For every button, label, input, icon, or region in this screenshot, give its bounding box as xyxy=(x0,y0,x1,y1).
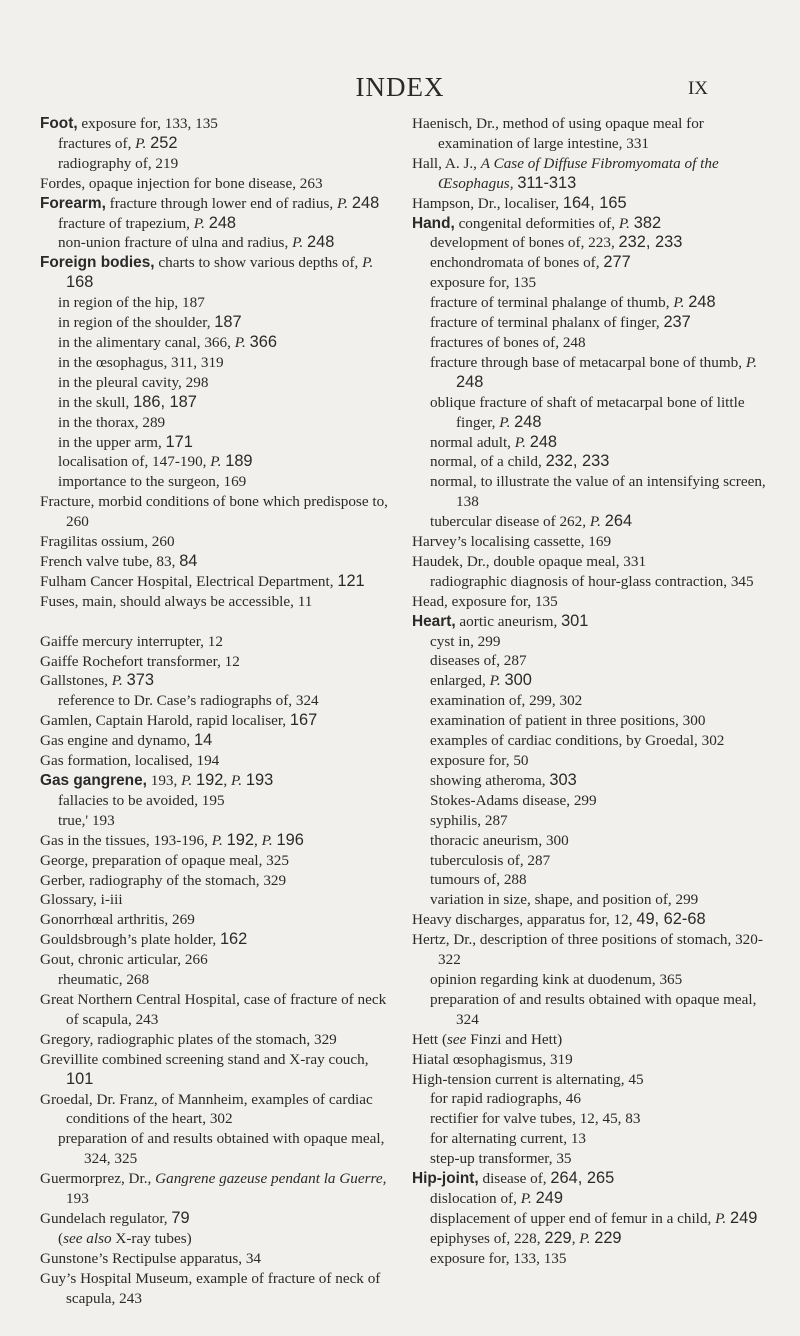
index-subentry xyxy=(412,791,769,811)
entry-text: for rapid radiographs, 46 xyxy=(430,1090,581,1108)
entry-text: step-up transformer, 35 xyxy=(430,1150,572,1168)
entry-text: disease of, xyxy=(478,1170,551,1188)
index-entry xyxy=(40,950,395,970)
entry-text: Hiatal œsophagismus, 319 xyxy=(412,1050,573,1068)
entry-text: Groedal, Dr. Franz, of Mannheim, examples of cardiac conditions of the heart, 302 xyxy=(40,1090,373,1128)
entry-text: fractures of, xyxy=(58,134,136,152)
italic-text: P. xyxy=(499,413,511,431)
entry-text: Gonorrhœal arthritis, 269 xyxy=(40,911,195,929)
entry-text: Gaiffe Rochefort transformer, 12 xyxy=(40,652,240,670)
index-entry xyxy=(40,890,395,910)
entry-text: Harvey’s localising cassette, 169 xyxy=(412,533,612,551)
italic-text: P. xyxy=(618,214,630,232)
page-reference: 49, 62-68 xyxy=(636,910,706,929)
page-reference: 232, 233 xyxy=(545,452,610,471)
index-entry xyxy=(40,632,395,652)
entry-text: Gregory, radiographic plates of the stomach, 329 xyxy=(40,1030,337,1048)
entry-text: in region of the hip, 187 xyxy=(58,294,205,312)
page-reference: 373 xyxy=(126,671,154,690)
entry-text: Gamlen, Captain Harold, rapid localiser, xyxy=(40,712,290,730)
index-entry xyxy=(40,1269,395,1309)
entry-text: enchondromata of bones of, xyxy=(430,254,604,272)
entry-text: preparation of and results obtained with opaque meal, 324 xyxy=(430,990,757,1028)
index-entry xyxy=(412,592,769,612)
entry-text: Gout, chronic articular, 266 xyxy=(40,951,208,969)
index-subentry xyxy=(40,433,395,453)
index-subentry xyxy=(40,393,395,413)
page-reference: 248 xyxy=(208,213,237,232)
page-reference: 162 xyxy=(219,930,248,949)
page-reference: 264, 265 xyxy=(550,1169,615,1188)
entry-text: , xyxy=(571,1229,580,1247)
page-reference: 300 xyxy=(504,671,532,690)
index-entry xyxy=(412,1030,769,1050)
italic-text: P. xyxy=(514,433,526,451)
index-subentry xyxy=(412,1129,769,1149)
index-subentry xyxy=(412,313,769,333)
italic-text: A Case of Diffuse Fibromyomata of the Œsophagus, xyxy=(438,154,719,192)
entry-text: opinion regarding kink at duodenum, 365 xyxy=(430,970,683,988)
italic-text: P. xyxy=(520,1189,532,1207)
index-entry xyxy=(40,711,395,731)
index-subentry xyxy=(412,1249,769,1269)
entry-text: Gas in the tissues, 193-196, xyxy=(40,831,212,849)
page-reference: 248 xyxy=(514,412,542,431)
page-reference: 167 xyxy=(289,711,318,730)
entry-text: exposure for, 133, 135 xyxy=(430,1249,567,1267)
entry-text: reference to Dr. Case’s radiographs of, 324 xyxy=(58,692,319,710)
index-entry xyxy=(40,1050,395,1090)
index-subentry xyxy=(412,632,769,652)
italic-text: P. xyxy=(489,672,501,690)
index-subentry xyxy=(412,851,769,871)
index-subentry xyxy=(412,731,769,751)
entry-text: Great Northern Central Hospital, case of fracture of neck of scapula, 243 xyxy=(40,990,387,1028)
index-column-right xyxy=(412,114,769,1269)
entry-text: thoracic aneurism, 300 xyxy=(430,831,569,849)
entry-text: examples of cardiac conditions, by Groedal, 302 xyxy=(430,732,725,750)
index-subentry xyxy=(412,811,769,831)
page-reference: 196 xyxy=(276,830,304,849)
entry-text: fractures of bones of, 248 xyxy=(430,333,586,351)
italic-text: P. xyxy=(579,1229,591,1247)
index-subentry xyxy=(412,870,769,890)
page-reference: 303 xyxy=(549,770,577,789)
entry-text: Gallstones, xyxy=(40,672,112,690)
index-subentry xyxy=(40,293,395,313)
entry-text: 193, xyxy=(146,772,182,789)
entry-text: 193 xyxy=(66,1190,89,1208)
index-subentry xyxy=(412,273,769,293)
index-subentry xyxy=(412,452,769,472)
entry-text: normal, of a child, xyxy=(430,453,546,471)
index-entry xyxy=(40,930,395,950)
entry-text: Haudek, Dr., double opaque meal, 331 xyxy=(412,552,647,570)
entry-text: showing atheroma, xyxy=(430,771,550,789)
page-reference: 164, 165 xyxy=(562,193,627,212)
index-entry xyxy=(40,831,395,851)
index-entry xyxy=(40,1249,395,1269)
index-subentry xyxy=(40,691,395,711)
entry-text: aortic aneurism, xyxy=(455,612,562,630)
index-entry xyxy=(40,253,395,293)
index-entry xyxy=(40,114,395,134)
index-entry xyxy=(40,751,395,771)
entry-text: in the thorax, 289 xyxy=(58,413,166,431)
index-subentry xyxy=(412,651,769,671)
entry-text: , xyxy=(253,831,262,849)
italic-text: P. xyxy=(715,1209,727,1227)
index-subentry xyxy=(412,353,769,393)
page-reference: 248 xyxy=(529,432,558,451)
index-subentry xyxy=(412,333,769,353)
entry-text: Fulham Cancer Hospital, Electrical Department, xyxy=(40,572,338,590)
index-subentry xyxy=(412,1149,769,1169)
page-reference: 79 xyxy=(171,1208,190,1227)
entry-text: true,' 193 xyxy=(58,811,115,829)
entry-text: fracture through base of metacarpal bone of thumb, xyxy=(430,353,746,371)
page-reference: 311-313 xyxy=(517,173,577,192)
index-subentry xyxy=(412,233,769,253)
entry-text: exposure for, 133, 135 xyxy=(77,115,218,132)
page-reference: 248 xyxy=(688,293,716,312)
index-subentry xyxy=(412,831,769,851)
italic-text: P. xyxy=(362,254,374,272)
entry-text: in the pleural cavity, 298 xyxy=(58,373,209,391)
index-entry xyxy=(412,552,769,572)
entry-text: rheumatic, 268 xyxy=(58,971,150,989)
index-entry xyxy=(412,930,769,970)
page-reference: 252 xyxy=(150,133,178,152)
italic-text: P. xyxy=(181,772,193,789)
entry-text: Fordes, opaque injection for bone disease, 263 xyxy=(40,174,323,192)
entry-text: fracture through lower end of radius, xyxy=(105,194,337,212)
entry-heading: Hand, xyxy=(412,214,455,232)
entry-text: preparation of and results obtained with opaque meal, 324, 325 xyxy=(58,1130,385,1168)
entry-text: Fracture, morbid conditions of bone which predispose to, 260 xyxy=(40,493,388,531)
index-subentry xyxy=(40,134,395,154)
index-subentry xyxy=(40,333,395,353)
italic-text: P. xyxy=(589,513,601,531)
index-entry xyxy=(40,1169,395,1209)
index-subentry xyxy=(40,413,395,433)
page-reference: 192 xyxy=(196,771,224,789)
index-subentry xyxy=(412,751,769,771)
index-subentry xyxy=(412,711,769,731)
index-subentry xyxy=(412,691,769,711)
entry-text: development of bones of, 223, xyxy=(430,234,619,252)
page-reference: 168 xyxy=(66,273,94,292)
page-reference: 101 xyxy=(66,1069,94,1088)
entry-text: radiography of, 219 xyxy=(58,154,179,172)
page-reference: 264 xyxy=(604,512,633,531)
index-entry xyxy=(40,871,395,891)
entry-text: examination of patient in three positions, 300 xyxy=(430,712,706,730)
entry-text: displacement of upper end of femur in a child, xyxy=(430,1209,716,1227)
entry-text: Gas engine and dynamo, xyxy=(40,732,194,750)
page-reference: 171 xyxy=(165,432,193,451)
index-subentry xyxy=(40,970,395,990)
page-reference: 382 xyxy=(633,213,662,232)
entry-text: for alternating current, 13 xyxy=(430,1130,587,1148)
index-entry xyxy=(40,194,395,214)
index-subentry xyxy=(412,433,769,453)
index-entry xyxy=(40,532,395,552)
index-subentry xyxy=(412,393,769,433)
index-entry xyxy=(412,612,769,632)
entry-text: cyst in, 299 xyxy=(430,632,501,650)
italic-text: see also xyxy=(63,1229,112,1247)
index-entry xyxy=(40,652,395,672)
entry-heading: Heart, xyxy=(412,612,456,630)
entry-text: Gundelach regulator, xyxy=(40,1209,172,1227)
entry-text: Fuses, main, should always be accessible, 11 xyxy=(40,592,313,610)
page-reference: 301 xyxy=(561,611,589,630)
entry-text: in region of the shoulder, xyxy=(58,314,215,332)
index-subentry xyxy=(40,313,395,333)
page-reference: 249 xyxy=(535,1188,563,1207)
entry-text: dislocation of, xyxy=(430,1189,521,1207)
index-entry xyxy=(40,1090,395,1130)
page-reference: 249 xyxy=(730,1208,758,1227)
section-gap xyxy=(40,612,395,632)
entry-text: Finzi and Hett) xyxy=(466,1030,563,1048)
index-subentry xyxy=(412,771,769,791)
page-reference: 366 xyxy=(249,332,277,351)
entry-heading: Foot, xyxy=(40,115,78,132)
index-subentry xyxy=(40,154,395,174)
entry-text: in the skull, xyxy=(58,393,134,411)
index-entry xyxy=(412,194,769,214)
entry-text: Guy’s Hospital Museum, example of fracture of neck of scapula, 243 xyxy=(40,1269,381,1307)
entry-text: fracture of terminal phalange of thumb, xyxy=(430,294,674,312)
italic-text: P. xyxy=(261,831,273,849)
index-column-left xyxy=(40,114,395,1308)
index-subentry xyxy=(40,811,395,831)
entry-heading: Gas gangrene, xyxy=(40,772,147,789)
entry-text: Guermorprez, Dr., xyxy=(40,1170,156,1188)
entry-text: Glossary, i-iii xyxy=(40,891,123,909)
index-subentry xyxy=(40,791,395,811)
italic-text: P. xyxy=(210,453,222,471)
entry-text: in the alimentary canal, 366, xyxy=(58,333,235,351)
page-reference: 248 xyxy=(351,193,380,212)
page-reference: 14 xyxy=(193,731,213,750)
index-entry xyxy=(412,1050,769,1070)
entry-text: Gunstone’s Rectipulse apparatus, 34 xyxy=(40,1249,262,1267)
index-subentry xyxy=(412,671,769,691)
page-reference: 193 xyxy=(245,771,274,789)
index-entry xyxy=(40,1209,395,1229)
index-entry xyxy=(40,572,395,592)
page-reference: 186, 187 xyxy=(133,392,197,411)
index-subentry xyxy=(412,1229,769,1249)
entry-text: Stokes-Adams disease, 299 xyxy=(430,791,597,809)
index-subentry xyxy=(412,472,769,512)
entry-text: localisation of, 147-190, xyxy=(58,453,211,471)
index-entry xyxy=(412,114,769,154)
entry-text: variation in size, shape, and position of, 299 xyxy=(430,891,699,909)
entry-text: radiographic diagnosis of hour-glass contraction, 345 xyxy=(430,572,754,590)
entry-text: fracture of terminal phalanx of finger, xyxy=(430,314,664,332)
italic-text: P. xyxy=(211,831,223,849)
entry-text: tubercular disease of 262, xyxy=(430,513,590,531)
entry-text: epiphyses of, 228, xyxy=(430,1229,545,1247)
entry-text: in the upper arm, xyxy=(58,433,166,451)
entry-text: congenital deformities of, xyxy=(454,214,619,232)
entry-text: Gouldsbrough’s plate holder, xyxy=(40,931,220,949)
entry-text: exposure for, 50 xyxy=(430,752,529,769)
entry-text: Heavy discharges, apparatus for, 12, xyxy=(412,911,637,929)
italic-text: P. xyxy=(135,134,147,152)
index-subentry xyxy=(40,1229,395,1249)
italic-text: see xyxy=(447,1030,467,1048)
index-subentry xyxy=(412,1189,769,1209)
entry-text: George, preparation of opaque meal, 325 xyxy=(40,851,289,869)
entry-text: non-union fracture of ulna and radius, xyxy=(58,234,293,252)
page-reference: 189 xyxy=(225,452,253,471)
page-reference: 277 xyxy=(603,253,631,272)
entry-text: importance to the surgeon, 169 xyxy=(58,473,247,491)
index-entry xyxy=(40,552,395,572)
index-entry xyxy=(40,592,395,612)
entry-text: enlarged, xyxy=(430,672,490,690)
entry-text: Fragilitas ossium, 260 xyxy=(40,533,175,551)
entry-text: oblique fracture of shaft of metacarpal bone of little finger, xyxy=(430,393,745,431)
entry-text: charts to show various depths of, xyxy=(154,254,363,272)
entry-text: Hertz, Dr., description of three positions of stomach, 320-322 xyxy=(412,931,763,969)
page-header xyxy=(0,72,800,108)
entry-text: normal, to illustrate the value of an intensifying screen, 138 xyxy=(430,473,766,511)
entry-text: normal adult, xyxy=(430,433,515,451)
page-reference: 232, 233 xyxy=(618,233,683,252)
index-subentry xyxy=(412,1109,769,1129)
index-entry xyxy=(40,174,395,194)
index-subentry xyxy=(412,990,769,1030)
page-reference: 248 xyxy=(456,372,484,391)
index-entry xyxy=(40,1030,395,1050)
index-subentry xyxy=(40,214,395,234)
index-entry xyxy=(412,214,769,234)
entry-heading: Forearm, xyxy=(40,194,106,212)
entry-text: fallacies to be avoided, 195 xyxy=(58,791,225,809)
entry-text: examination of, 299, 302 xyxy=(430,692,583,710)
index-subentry xyxy=(412,1209,769,1229)
entry-text: in the œsophagus, 311, 319 xyxy=(58,353,224,371)
page-reference: 187 xyxy=(214,313,242,332)
entry-text: syphilis, 287 xyxy=(430,811,508,829)
entry-text: Hall, A. J., xyxy=(412,154,481,172)
italic-text: P. xyxy=(230,772,243,789)
entry-text: tumours of, 288 xyxy=(430,871,527,889)
page-reference: 229 xyxy=(544,1228,572,1247)
index-subentry xyxy=(412,293,769,313)
page-reference: 121 xyxy=(337,571,365,590)
page-reference: 237 xyxy=(663,313,691,332)
index-subentry xyxy=(40,472,395,492)
page-number: IX xyxy=(687,78,708,99)
index-subentry xyxy=(40,1129,395,1169)
index-subentry xyxy=(412,253,769,273)
italic-text: P. xyxy=(336,194,349,212)
index-entry xyxy=(40,910,395,930)
italic-text: P. xyxy=(292,234,304,252)
italic-text: Gangrene gazeuse pendant la Guerre, xyxy=(155,1170,387,1188)
index-entry xyxy=(412,1070,769,1090)
entry-text: French valve tube, 83, xyxy=(40,552,180,570)
entry-text: Gerber, radiography of the stomach, 329 xyxy=(40,871,287,889)
index-subentry xyxy=(412,512,769,532)
index-subentry xyxy=(40,353,395,373)
index-subentry xyxy=(412,572,769,592)
index-entry xyxy=(40,990,395,1030)
entry-text: Gas formation, localised, 194 xyxy=(40,752,220,770)
entry-text: Haenisch, Dr., method of using opaque meal for examination of large intestine, 331 xyxy=(412,115,704,152)
index-entry xyxy=(412,1169,769,1189)
page-reference: 192 xyxy=(226,830,254,849)
entry-text: Hampson, Dr., localiser, xyxy=(412,194,563,212)
entry-text: diseases of, 287 xyxy=(430,652,527,670)
entry-text: X-ray tubes) xyxy=(111,1229,192,1247)
italic-text: P. xyxy=(193,214,205,232)
italic-text: P. xyxy=(234,333,246,351)
page-reference: 84 xyxy=(179,551,198,570)
entry-text: Hett ( xyxy=(412,1030,448,1048)
index-subentry xyxy=(412,970,769,990)
index-subentry xyxy=(412,1089,769,1109)
italic-text: P. xyxy=(111,672,123,690)
page-reference: 248 xyxy=(307,233,335,252)
entry-text: Grevillite combined screening stand and X-ray couch, xyxy=(40,1050,369,1068)
italic-text: P. xyxy=(673,294,685,312)
index-subentry xyxy=(40,233,395,253)
page-title: INDEX xyxy=(355,72,445,102)
entry-text: exposure for, 135 xyxy=(430,274,537,292)
entry-text: , xyxy=(223,772,231,789)
page-reference: 229 xyxy=(594,1228,622,1247)
index-entry xyxy=(40,731,395,751)
italic-text: P. xyxy=(745,353,757,371)
index-subentry xyxy=(40,373,395,393)
index-entry xyxy=(40,851,395,871)
index-entry xyxy=(40,671,395,691)
index-entry xyxy=(412,910,769,930)
index-subentry xyxy=(40,452,395,472)
entry-text: Gaiffe mercury interrupter, 12 xyxy=(40,632,223,650)
index-entry xyxy=(40,771,395,791)
entry-heading: Hip-joint, xyxy=(412,1170,479,1188)
entry-text: rectifier for valve tubes, 12, 45, 83 xyxy=(430,1110,641,1128)
entry-text: Head, exposure for, 135 xyxy=(412,592,558,610)
entry-text: tuberculosis of, 287 xyxy=(430,851,551,869)
entry-heading: Foreign bodies, xyxy=(40,254,155,272)
index-entry xyxy=(412,154,769,194)
entry-text: fracture of trapezium, xyxy=(58,214,194,232)
index-entry xyxy=(412,532,769,552)
entry-text: High-tension current is alternating, 45 xyxy=(412,1070,644,1088)
entry-text: ( xyxy=(58,1229,64,1247)
index-subentry xyxy=(412,890,769,910)
index-entry xyxy=(40,492,395,532)
